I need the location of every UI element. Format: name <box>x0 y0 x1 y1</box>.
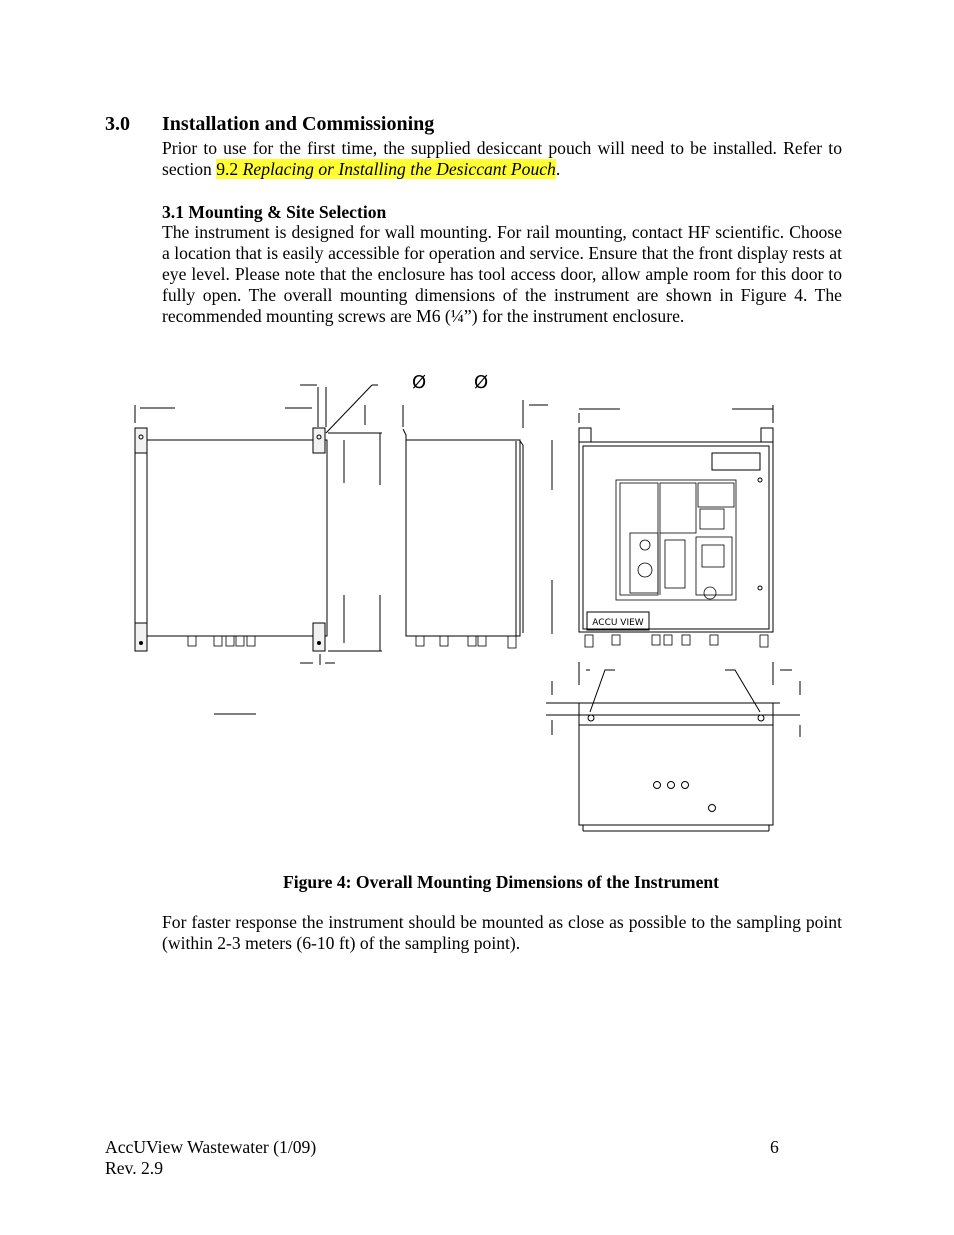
figure-caption: Figure 4: Overall Mounting Dimensions of the Instrument <box>282 872 720 892</box>
section-heading <box>105 113 434 136</box>
section-number: 3.0 <box>105 113 130 135</box>
page-number: 6 <box>770 1137 779 1157</box>
side-view-right <box>403 400 548 648</box>
logo-text: ACCU VIEW <box>592 618 644 628</box>
internal-assembly <box>616 480 736 600</box>
response-paragraph: For faster response the instrument should be mounted as close as possible to the sampling point (within 2-3 meters (6-10 ft) of the sampling point). <box>162 912 842 953</box>
front-view <box>552 405 773 647</box>
mounting-dimensions-figure <box>120 365 820 835</box>
intro-end: . <box>555 159 561 179</box>
subsection-heading: 3.1 Mounting & Site Selection <box>162 202 387 222</box>
diameter-symbol: Ø <box>474 372 489 393</box>
reference-number: 9.2 <box>216 159 239 179</box>
section-title: Installation and Commissioning <box>162 113 435 135</box>
mounting-paragraph: The instrument is designed for wall mounting. For rail mounting, contact HF scientific. Choose a location that is easily accessible for operation and service. Ensure that the front display rests at eye level. Please note that the enclosure has tool access door, allow ample room for this door to fully open. The overall mounting dimensions of the instrument are shown in Figure 4. The recommended mounting screws are M6 (¼”) for the instrument enclosure. <box>162 222 842 326</box>
bottom-view <box>546 662 800 831</box>
reference-title: Replacing or Installing the Desiccant Pouch <box>242 159 556 179</box>
side-view-left <box>135 385 382 714</box>
footer-revision: Rev. 2.9 <box>105 1158 163 1178</box>
intro-text: Prior to use for the first time, the supplied desiccant pouch will need to be installed. Refer to section <box>162 138 842 179</box>
section-reference-link[interactable] <box>216 159 556 179</box>
diameter-symbol: Ø <box>412 372 427 393</box>
footer-doc-title: AccUView Wastewater (1/09) <box>105 1137 317 1157</box>
intro-paragraph <box>162 138 842 180</box>
